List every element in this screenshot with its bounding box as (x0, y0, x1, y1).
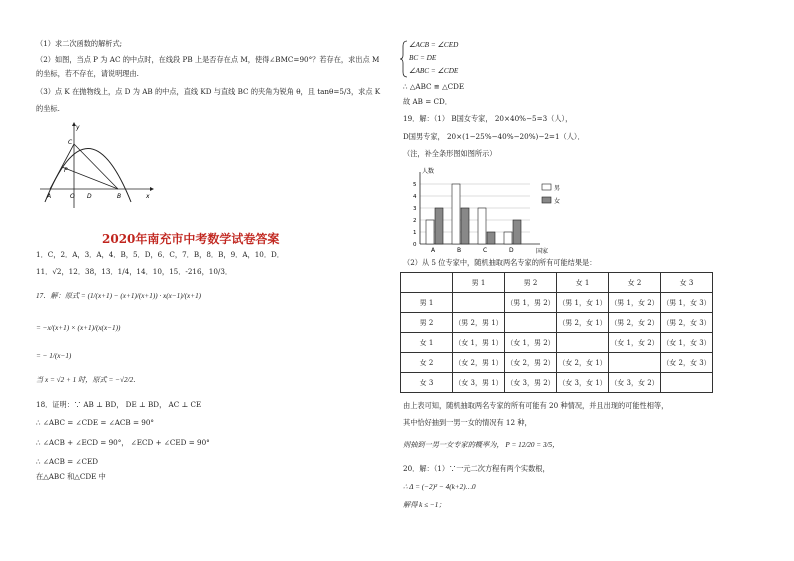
label-C: C (68, 139, 73, 146)
bar-A-女 (435, 208, 443, 244)
table-cell: （女 3，女 2） (609, 373, 661, 393)
table-row (401, 293, 713, 313)
table-cell: 女 3 (661, 273, 713, 293)
brace-line2: BC = DE (409, 54, 437, 62)
table-summary: 由上表可知，随机抽取两名专家的所有可能有 20 种情况，并且出现的可能性相等， (403, 401, 669, 410)
table-cell: （女 2，女 3） (661, 353, 713, 373)
fill-answers: 11．√2，12．38，13．1/4，14．10，15．-216，10/3． (36, 267, 233, 276)
solution-17-line4: 当 x = √2 + 1 时，原式 = −√2/2． (36, 376, 141, 384)
legend-swatch (542, 184, 551, 190)
table-row (401, 333, 713, 353)
y-tick-label: 2 (413, 218, 417, 224)
bar-B-男 (452, 184, 460, 244)
favorable-count: 其中恰好抽到一男一女的情况有 12 种， (403, 418, 532, 427)
table-cell: （男 2，女 1） (557, 313, 609, 333)
label-x: x (146, 193, 150, 200)
congruence-line: ∴ △ABC ≌ △CDE (403, 82, 465, 91)
solution-17-line1: 17．解：原式 = (1/(x+1) − (x+1)/(x+1)) · x(x−1)/(x+1) (36, 292, 202, 300)
y-tick-label: 0 (413, 242, 417, 248)
table-row (401, 353, 713, 373)
solution-17-line2: = −x/(x+1) × (x+1)/(x(x−1)) (36, 324, 121, 332)
chart-xlabel: 国家 (536, 248, 549, 255)
bar-D-女 (513, 220, 521, 244)
table-cell: （女 3，女 1） (557, 373, 609, 393)
solution-20-line3: 解得 k ≤ −1； (403, 501, 446, 509)
line-AC (50, 144, 74, 189)
label-y: y (76, 124, 80, 131)
solution-20-line1: 20．解：（1）∵一元二次方程有两个实数根， (403, 464, 550, 473)
probability-line: 则抽到一男一女专家的概率为， P = 12/20 = 3/5， (403, 441, 560, 449)
table-cell: 男 2 (505, 273, 557, 293)
table-cell (661, 373, 713, 393)
bar-C-男 (478, 208, 486, 244)
solution-19-line1: 19．解：（1） B国女专家， 20×40%−5=3（人）， (403, 114, 573, 123)
page-title: 2020年南充市中考数学试卷答案 (102, 232, 280, 246)
solution-20-line2: ∴ Δ = (−2)² − 4(k+2)…0 (403, 483, 476, 491)
y-tick-label: 1 (413, 230, 417, 236)
solution-18-line2: ∴ ∠ABC = ∠CDE = ∠ACB = 90° (36, 418, 155, 427)
table-cell: （女 1，男 2） (505, 333, 557, 353)
solution-17-line3: = − 1/(x−1) (36, 352, 72, 360)
q2-text: （2）如图，当点 P 为 AC 的中点时，在线段 PB 上是否存在点 M，使得∠BMC=90°？若存在，求出点 M (36, 55, 380, 64)
y-tick-label: 5 (413, 182, 417, 188)
bar-C-女 (487, 232, 495, 244)
solution-18-line1: 18．证明：∵ AB ⊥ BD， DE ⊥ BD， AC ⊥ CE (36, 400, 202, 409)
solution-18-line4: ∴ ∠ACB = ∠CED (36, 457, 98, 466)
table-cell: （女 3，男 1） (453, 373, 505, 393)
brace-line3: ∠ABC = ∠CDE (409, 67, 459, 75)
label-A: A (47, 193, 52, 200)
table-cell: 女 1 (401, 333, 453, 353)
q3b-text: 的坐标. (36, 104, 60, 113)
table-cell: （女 2，女 1） (557, 353, 609, 373)
table-cell (453, 293, 505, 313)
choice-answers: 1．C，2．A，3．A，4．B，5．D，6．C，7．B，8．B，9．A，10．D． (36, 250, 284, 259)
y-tick-label: 3 (413, 206, 417, 212)
table-row (401, 373, 713, 393)
table-header-row (401, 273, 713, 293)
table-cell (609, 353, 661, 373)
label-P: P (64, 167, 68, 174)
table-cell: 男 2 (401, 313, 453, 333)
solution-19-part2: （2）从 5 位专家中，随机抽取两名专家的所有可能结果是： (403, 258, 597, 267)
legend-label: 女 (554, 198, 561, 205)
table-cell: （男 2，男 1） (453, 313, 505, 333)
q1-text: （1）求二次函数的解析式; (36, 39, 123, 48)
outcome-table (400, 272, 713, 393)
line-PB (62, 167, 118, 189)
table-cell: 女 2 (609, 273, 661, 293)
table-cell: （男 1，女 3） (661, 293, 713, 313)
q2b-text: 的坐标，若不存在，请说明理由. (36, 69, 139, 78)
table-cell (505, 313, 557, 333)
parabola-figure (40, 120, 155, 210)
legend-swatch (542, 197, 551, 203)
bar-A-男 (426, 220, 434, 244)
table-cell: 女 1 (557, 273, 609, 293)
x-tick-label: B (457, 247, 462, 254)
table-cell: 女 2 (401, 353, 453, 373)
table-cell: 女 3 (401, 373, 453, 393)
table-cell: （男 2，女 2） (609, 313, 661, 333)
legend-label: 男 (554, 185, 561, 192)
chart-ylabel: 人数 (422, 168, 435, 175)
solution-18-line5: 在△ABC 和△CDE 中 (36, 472, 106, 481)
table-row (401, 313, 713, 333)
table-cell: （女 2，男 2） (505, 353, 557, 373)
q3-text: （3）点 K 在抛物线上，点 D 为 AB 的中点，直线 KD 与直线 BC 的夹角为锐角 θ，且 tanθ=5/3，求点 K (36, 87, 381, 96)
x-tick-label: A (431, 247, 436, 254)
table-cell: （男 1，男 2） (505, 293, 557, 313)
solution-19-note: （注，补全条形图如图所示） (403, 149, 497, 158)
table-cell: （女 2，男 1） (453, 353, 505, 373)
system-brace (400, 40, 408, 78)
table-cell: （男 1，女 1） (557, 293, 609, 313)
x-tick-label: D (509, 247, 514, 254)
label-B: B (117, 193, 122, 200)
label-D: D (87, 193, 92, 200)
y-tick-label: 4 (413, 194, 417, 200)
label-O: O (70, 193, 75, 200)
table-cell: （女 1，男 1） (453, 333, 505, 353)
table-cell: （男 1，女 2） (609, 293, 661, 313)
table-cell: 男 1 (453, 273, 505, 293)
solution-19-line2: D国男专家， 20×(1−25%−40%−20%)−2=1（人）． (403, 132, 585, 141)
brace-line1: ∠ACB = ∠CED (409, 41, 459, 49)
bar-B-女 (461, 208, 469, 244)
table-cell (401, 273, 453, 293)
table-cell: （男 2，女 3） (661, 313, 713, 333)
solution-18-line3: ∴ ∠ACB + ∠ECD = 90°， ∠ECD + ∠CED = 90° (36, 438, 210, 447)
conclusion-line: 故 AB = CD． (403, 97, 452, 106)
table-cell: 男 1 (401, 293, 453, 313)
table-cell: （女 1，女 3） (661, 333, 713, 353)
x-tick-label: C (483, 247, 488, 254)
table-cell (557, 333, 609, 353)
table-cell: （女 3，男 2） (505, 373, 557, 393)
table-cell: （女 1，女 2） (609, 333, 661, 353)
bar-D-男 (504, 232, 512, 244)
bar-chart (400, 164, 590, 258)
